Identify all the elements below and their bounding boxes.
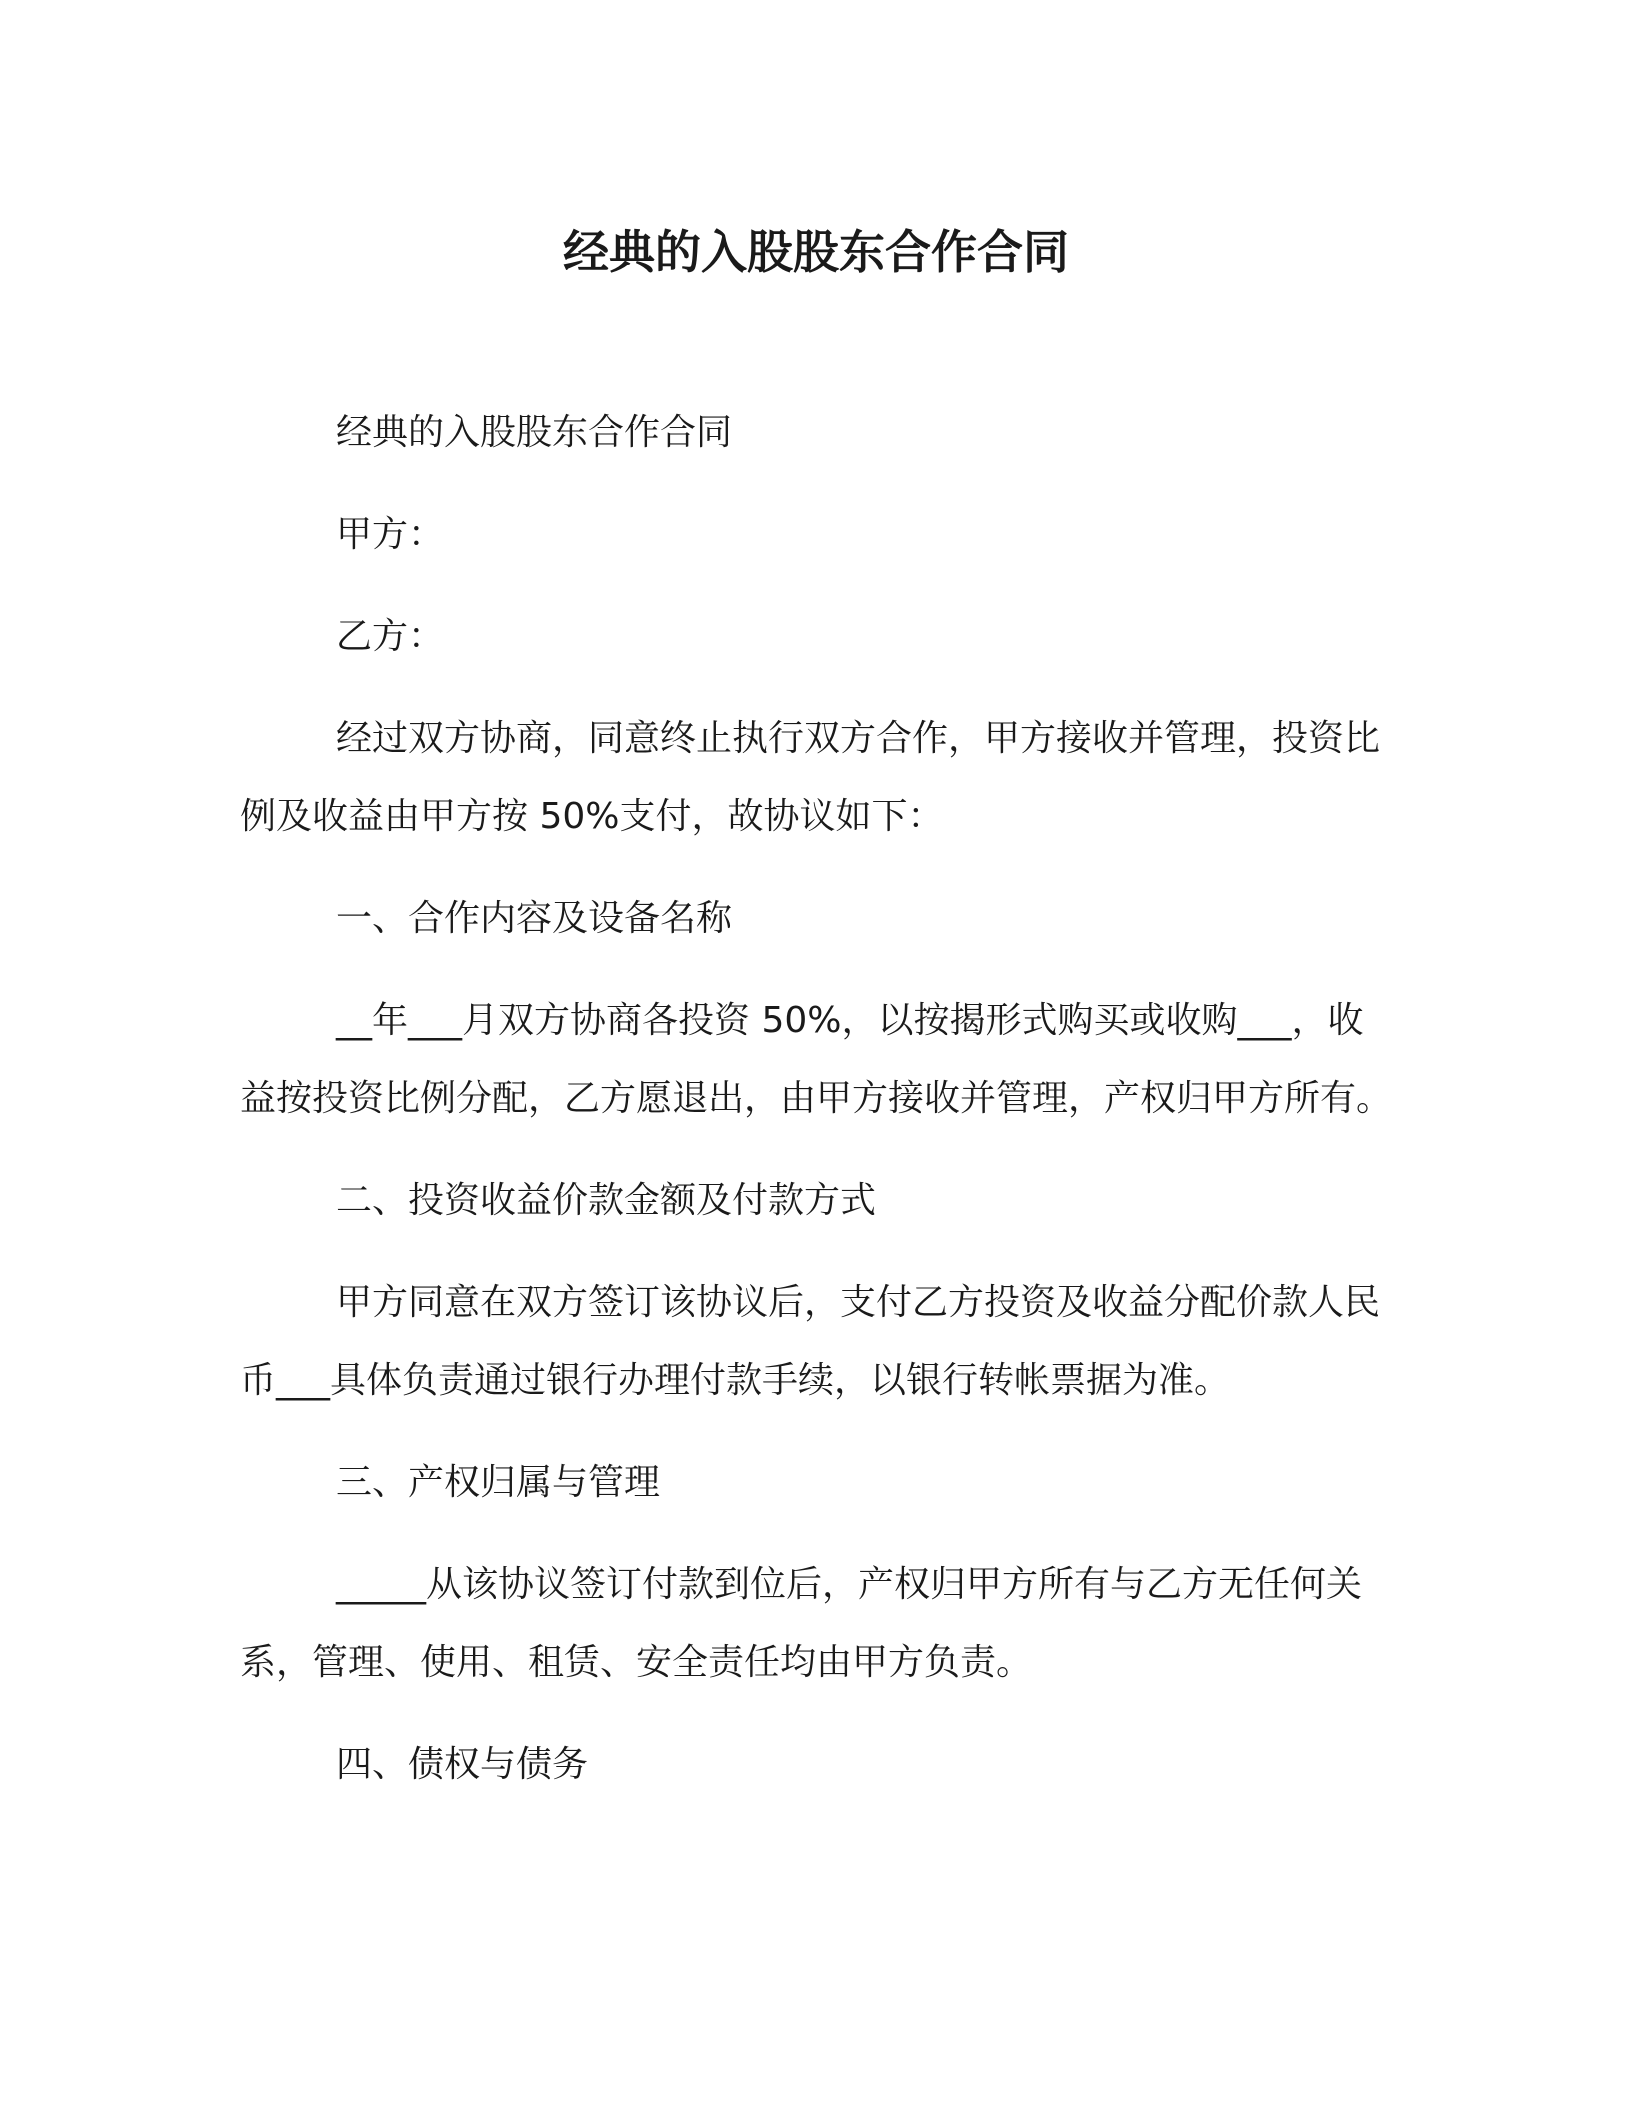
paragraph-preamble: 经过双方协商，同意终止执行双方合作，甲方接收并管理，投资比例及收益由甲方按 50%支付，故协议如下： (240, 718, 1381, 837)
section-heading-2: 二、投资收益价款金额及付款方式 (336, 1180, 877, 1221)
paragraph-party-a: 甲方： (336, 514, 445, 555)
section-body-2: 甲方同意在双方签订该协议后，支付乙方投资及收益分配价款人民币___具体负责通过银行办理付款手续，以银行转帐票据为准。 (240, 1282, 1381, 1401)
section-body-1: __年___月双方协商各投资 50%，以按揭形式购买或收购___，收益按投资比例分配，乙方愿退出，由甲方接收并管理，产权归甲方所有。 (240, 1000, 1393, 1119)
document-title: 经典的入股股东合作合同 (563, 225, 1069, 279)
section-heading-3: 三、产权归属与管理 (336, 1462, 661, 1503)
paragraph-party-b: 乙方： (336, 616, 445, 657)
paragraph-subtitle: 经典的入股股东合作合同 (336, 412, 733, 453)
section-body-3: _____从该协议签订付款到位后，产权归甲方所有与乙方无任何关系，管理、使用、租赁、安全责任均由甲方负责。 (240, 1564, 1363, 1683)
section-heading-1: 一、合作内容及设备名称 (336, 898, 733, 939)
document-body (240, 394, 1392, 1804)
section-heading-4: 四、债权与债务 (336, 1744, 589, 1785)
